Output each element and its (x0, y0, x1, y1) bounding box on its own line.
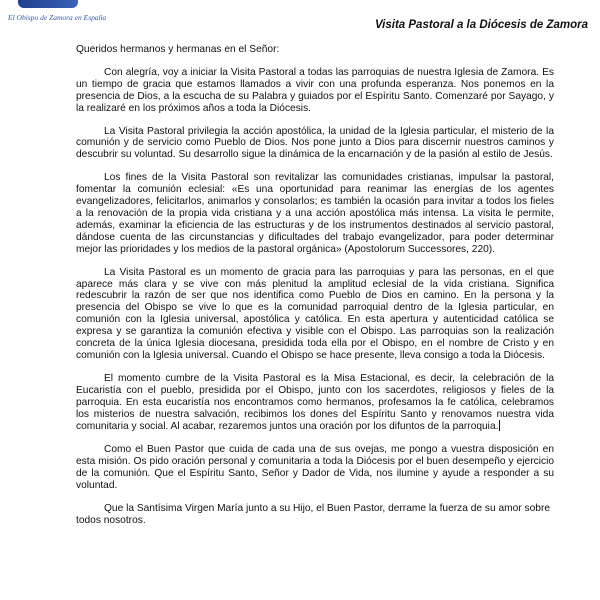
greeting: Queridos hermanos y hermanas en el Señor: (76, 44, 280, 55)
letter-body[interactable] (76, 44, 554, 527)
letterhead (0, 0, 600, 34)
document-title: Visita Pastoral a la Diócesis de Zamora (374, 19, 588, 31)
paragraph-2: La Visita Pastoral privilegia la acción apostólica, la unidad de la Iglesia particular, el misterio de la comunión y de servicio como Pueblo de Dios. Nos pone junto a Dios para discernir nuestros caminos y descubrir su voluntad. Su desarrollo sigue la dinámica de la encarnación y de la pasión al estilo de Jesús. (76, 125, 554, 161)
text-cursor (499, 420, 500, 431)
coat-of-arms-logo (18, 0, 78, 8)
paragraph-3: Los fines de la Visita Pastoral son revitalizar las comunidades cristianas, impulsar la pastoral, fomentar la comunión eclesial: «Es una oportunidad para reanimar las energías de los agentes evangelizadores, felicitarlos, animarlos y consolarlos; es también la ocasión para invitar a todos los fieles a la renovación de la propia vida cristiana y a una acción apostólica más intensa. La visita le permite, además, examinar la eficiencia de las estructuras y de los instrumentos destinados al servicio pastoral, dándose cuenta de las circunstancias y dificultades del trabajo evangelizador, para poder determinar mejor las prioridades y los medios de la pastoral orgánica» (Apostolorum Successores, 220). (76, 172, 554, 255)
logo-caption: El Obispo de Zamora en España (8, 13, 107, 22)
closing-paragraph: Que la Santísima Virgen María junto a su Hijo, el Buen Pastor, derrame la fuerza de su amor sobre todos nosotros. (76, 503, 551, 526)
paragraph-6: Como el Buen Pastor que cuida de cada una de sus ovejas, me pongo a vuestra disposición en esta misión. Os pido oración personal y comunitaria a toda la Diócesis por el buen desempeño y ejercicio de la comunión. Que el Espíritu Santo, Señor y Dador de Vida, nos ilumine y ayude a responder a su voluntad. (76, 444, 554, 492)
paragraph-5 (76, 373, 554, 434)
paragraph-1: Con alegría, voy a iniciar la Visita Pastoral a todas las parroquias de nuestra Iglesia de Zamora. Es un tiempo de gracia que estamos llamados a vivir con una profunda esperanza. Nos ponemos en la presencia de Dios, a la escucha de su Palabra y guiados por el Espíritu Santo. Comenzaré por Sayago, y la realizaré en los próximos años a toda la Diócesis. (76, 66, 554, 114)
paragraph-4: La Visita Pastoral es un momento de gracia para las parroquias y para las personas, en el que aparece más clara y se vive con más plenitud la amplitud eclesial de la vida cristiana. Significa redescubrir la razón de ser que nos identifica como Pueblo de Dios en camino. En la persona y la presencia del Obispo se vive lo que es la comunidad parroquial dentro de la Iglesia particular, en comunión con la Iglesia universal, apostólica y católica. En esta apertura y autenticidad católica se expresa y se garantiza la comunión efectiva y visible con el Obispo. Las parroquias son la realización concreta de la única Iglesia diocesana, presidida toda ella por el Obispo, en el nombre de Cristo y en comunión con la Iglesia universal. Cuando el Obispo se hace presente, lleva consigo a toda la Diócesis. (76, 266, 554, 361)
paragraph-5-text: El momento cumbre de la Visita Pastoral es la Misa Estacional, es decir, la celebración de la Eucaristía con el pueblo, presidida por el Obispo, junto con los sacerdotes, religiosos y fieles de la parroquia. En esta eucaristía nos encontramos como hermanos, profesamos la fe católica, celebramos los misterios de nuestra salvación, recibimos los dones del Espíritu Santo y renovamos nuestra vida comunitaria y social. Al acabar, rezaremos juntos una oración por los difuntos de la parroquia. (76, 372, 554, 433)
